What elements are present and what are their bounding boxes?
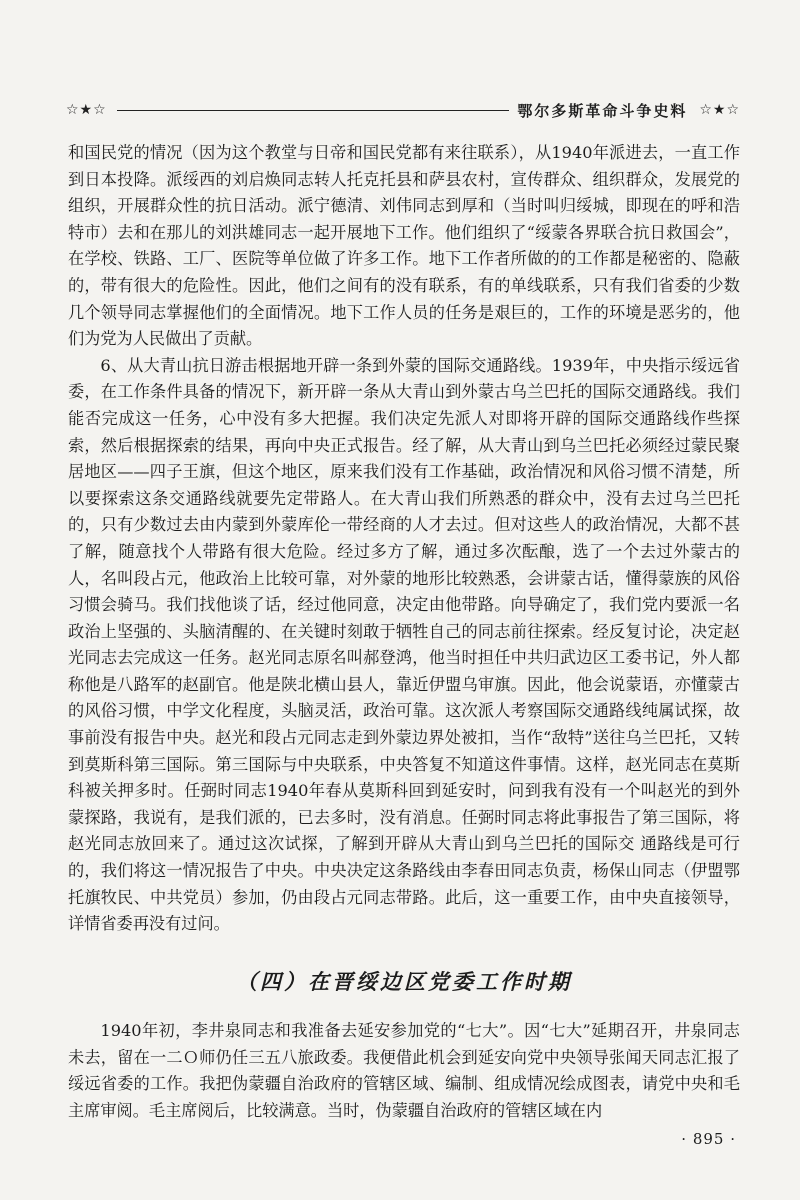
- header-stars-right: ☆★☆: [699, 102, 740, 118]
- running-header: [66, 97, 740, 123]
- body-text-bottom: [68, 1018, 740, 1124]
- page-number: · 895 ·: [681, 1130, 736, 1148]
- header-rule: [117, 110, 510, 111]
- paragraph-continued: 和国民党的情况（因为这个教堂与日帝和国民党都有来往联系），从1940年派进去，一直工作到日本投降。派绥西的刘启焕同志转人托克托县和萨县农村，宣传群众、组织群众，发展党的组织，开展群众性的抗日活动。派宁德清、刘伟同志到厚和（当时叫归绥城，即现在的呼和浩特市）去和在那儿的刘洪雄同志一起开展地下工作。他们组织了“绥蒙各界联合抗日救国会”，在学校、铁路、工厂、医院等单位做了许多工作。地下工作者所做的的工作都是秘密的、隐蔽的，带有很大的危险性。因此，他们之间有的没有联系，有的单线联系，只有我们省委的少数几个领导同志掌握他们的全面情况。地下工作人员的任务是艰巨的，工作的环境是恶劣的，他们为党为人民做出了贡献。: [68, 143, 740, 349]
- section-heading: （四）在晋绥边区党委工作时期: [236, 969, 572, 994]
- paragraph-item-6: 6、从大青山抗日游击根据地开辟一条到外蒙的国际交通路线。1939年，中央指示绥远省委，在工作条件具备的情况下，新开辟一条从大青山到外蒙古乌兰巴托的国际交通路线。我们能否完成这一任务，心中没有多大把握。我们决定先派人对即将开辟的国际交通路线作些探索，然后根据探索的结果，再向中央正式报告。经了解，从大青山到乌兰巴托必须经过蒙民聚居地区——四子王旗，但这个地区，原来我们没有工作基础，政治情况和风俗习惯不清楚，所以要探索这条交通路线就要先定带路人。在大青山我们所熟悉的群众中，没有去过乌兰巴托的，只有少数过去由内蒙到外蒙库伦一带经商的人才去过。但对这些人的政治情况，大都不甚了解，随意找个人带路有很大危险。经过多方了解，通过多次酝酿，选了一个去过外蒙古的人，名叫段占元，他政治上比较可靠，对外蒙的地形比较熟悉，会讲蒙古话，懂得蒙族的风俗习惯会骑马。我们找他谈了话，经过他同意，决定由他带路。向导确定了，我们党内要派一名政治上坚强的、头脑清醒的、在关键时刻敢于牺牲自己的同志前往探索。经反复讨论，决定赵光同志去完成这一任务。赵光同志原名叫郝登鸿，他当时担任中共归武边区工委书记，外人都称他是八路军的赵副官。他是陕北横山县人，靠近伊盟乌审旗。因此，他会说蒙语，亦懂蒙古的风俗习惯，中学文化程度，头脑灵活，政治可靠。这次派人考察国际交通路线纯属试探，故事前没有报告中央。赵光和段占元同志走到外蒙边界处被扣，当作“敌特”送往乌兰巴托，又转到莫斯科第三国际。第三国际与中央联系，中央答复不知道这件事情。这样，赵光同志在莫斯科被关押多时。任弼时同志1940年春从莫斯科回到延安时，问到我有没有一个叫赵光的到外蒙探路，我说有，是我们派的，已去多时，没有消息。任弼时同志将此事报告了第三国际，将赵光同志放回来了。通过这次试探，了解到开辟从大青山到乌兰巴托的国际交 通路线是可行的，我们将这一情况报告了中央。中央决定这条路线由李春田同志负责，杨保山同志（伊盟鄂托旗牧民、中共党员）参加，仍由段占元同志带路。此后，这一重要工作，由中央直接领导，详情省委再没有过问。: [68, 355, 740, 934]
- header-book-title: 鄂尔多斯革命斗争史料: [517, 101, 688, 120]
- body-text-top: [68, 140, 740, 938]
- header-stars-left: ☆★☆: [66, 102, 107, 118]
- paragraph-section-4: 1940年初，李井泉同志和我准备去延安参加党的“七大”。因“七大”延期召开，井泉同志未去，留在一二Ｏ师仍任三五八旅政委。我便借此机会到延安向党中央领导张闻天同志汇报了绥远省委的工作。我把伪蒙疆自治政府的管辖区域、编制、组成情况绘成图表，请党中央和毛主席审阅。毛主席阅后，比较满意。当时，伪蒙疆自治政府的管辖区域在内: [68, 1021, 740, 1120]
